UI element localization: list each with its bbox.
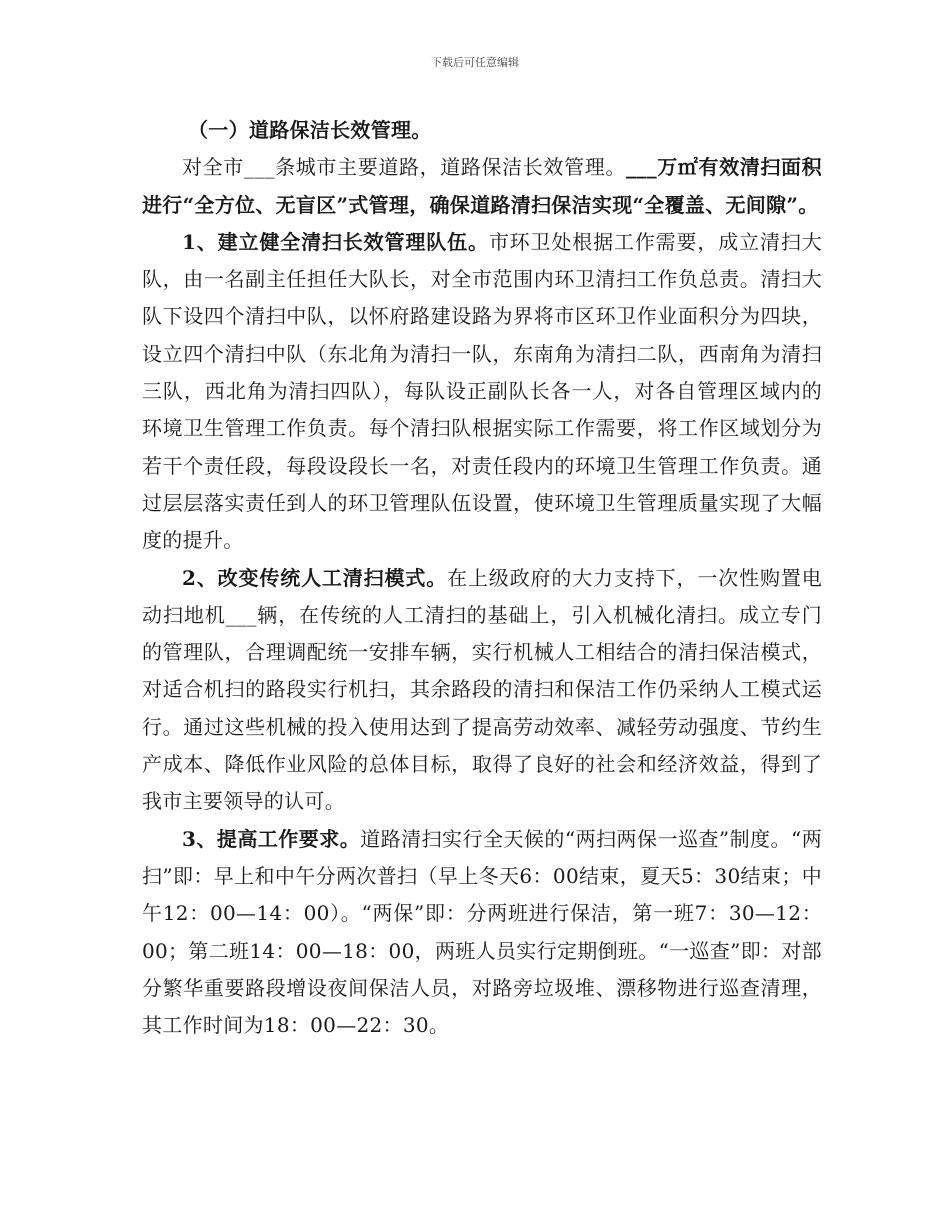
section-heading (142, 112, 822, 149)
item-title-1: 1、建立健全清扫长效管理队伍。 (182, 229, 489, 254)
item-title-3: 3、提高工作要求。 (182, 826, 361, 851)
item-body-3: 道路清扫实行全天候的“两扫两保一巡查”制度。“两扫”即：早上和中午分两次普扫（早上冬天6：00结束，夏天5：30结束；中午12：00—14：00）。“两保”即：分两班进行保洁，第一班7：30—12：00；第二班14：00—18：00，两班人员实行定期倒班。“一巡查”即：对部分繁华重要路段增设夜间保洁人员，对路旁垃圾堆、漂移物进行巡查清理，其工作时间为18：00—22：30。 (142, 826, 822, 1038)
document-body (142, 112, 822, 1044)
item-paragraph-3 (142, 821, 822, 1045)
section-intro (142, 149, 822, 224)
item-title-2: 2、改变传统人工清扫模式。 (182, 565, 448, 590)
section-heading-text: （一）道路保洁长效管理。 (188, 118, 432, 142)
item-paragraph-2 (142, 560, 822, 821)
item-body-2: 在上级政府的大力支持下，一次性购置电动扫地机___辆，在传统的人工清扫的基础上，引入机械化清扫。成立专门的管理队，合理调配统一安排车辆，实行机械人工相结合的清扫保洁模式，对适合机扫的路段实行机扫，其余路段的清扫和保洁工作仍采纳人工模式运行。通过这些机械的投入使用达到了提高劳动效率、减轻劳动强度、节约生产成本、降低作业风险的总体目标，取得了良好的社会和经济效益，得到了我市主要领导的认可。 (142, 565, 822, 814)
section-intro-normal: 对全市___条城市主要道路，道路保洁长效管理。 (182, 155, 626, 180)
item-paragraph-1 (142, 224, 822, 560)
item-body-1: 市环卫处根据工作需要，成立清扫大队，由一名副主任担任大队长，对全市范围内环卫清扫工作负总责。清扫大队下设四个清扫中队，以怀府路建设路为界将市区环卫作业面积分为四块，设立四个清扫中队（东北角为清扫一队，东南角为清扫二队，西南角为清扫三队，西北角为清扫四队），每队设正副队长各一人，对各自管理区域内的环境卫生管理工作负责。每个清扫队根据实际工作需要，将工作区域划分为若干个责任段，每段设段长一名，对责任段内的环境卫生管理工作负责。通过层层落实责任到人的环卫管理队伍设置，使环境卫生管理质量实现了大幅度的提升。 (142, 229, 822, 553)
section-intro-bold: ___万㎡有效清扫面积进行“全方位、无盲区”式管理，确保道路清扫保洁实现“全覆盖、无间隙”。 (142, 155, 822, 217)
page-header: 下载后可任意编辑 (431, 56, 519, 69)
